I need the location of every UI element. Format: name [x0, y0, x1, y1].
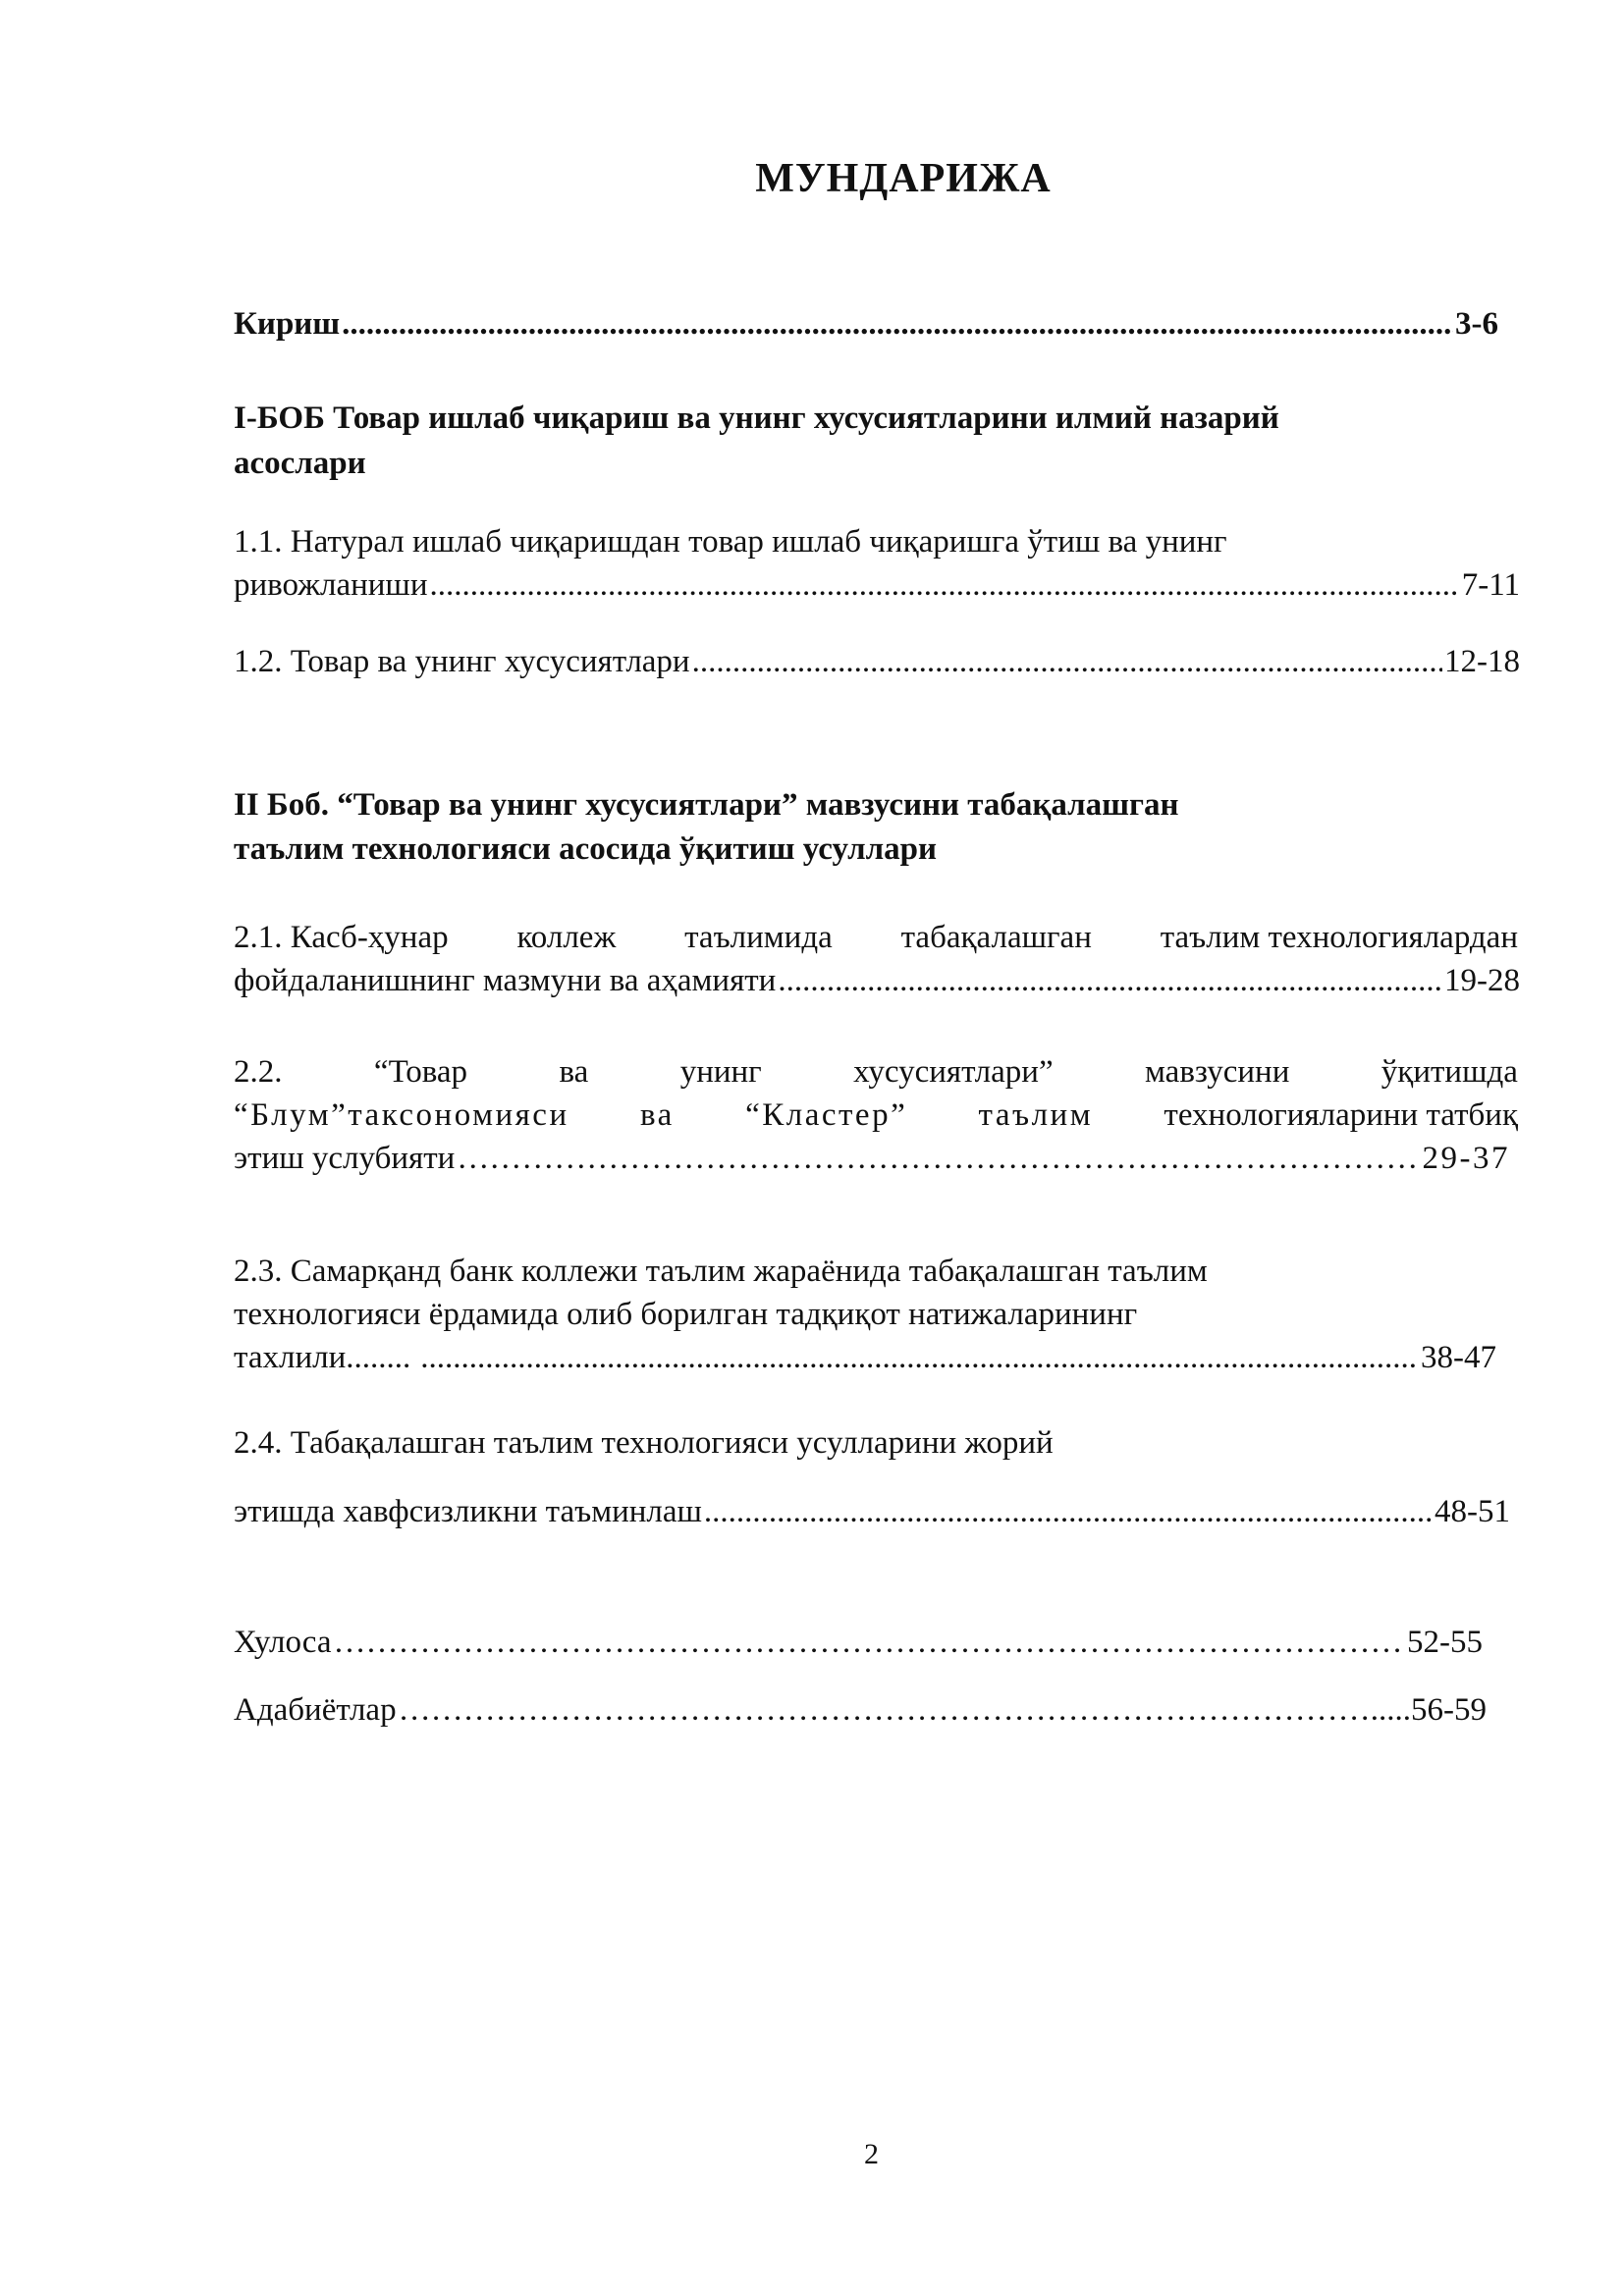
word: ва — [559, 1054, 589, 1090]
toc-entry-pages: 29-37 — [1422, 1141, 1510, 1176]
word: коллеж — [516, 920, 617, 955]
word: унинг — [679, 1054, 762, 1090]
toc-entry-label: ривожланиши — [234, 567, 428, 603]
toc-entry-2-2 — [234, 1137, 1510, 1180]
toc-entry-label: этиш услубияти — [234, 1141, 456, 1176]
toc-entry-pages: 38-47 — [1421, 1340, 1496, 1375]
dot-leader — [692, 640, 1442, 683]
toc-entry-label: 1.2. Товар ва унинг хусусиятлари — [234, 644, 690, 679]
word: ва — [639, 1097, 675, 1133]
toc-entry-2-3-line-2: технологияси ёрдамида олиб борилган тадқиқот натижаларининг — [234, 1297, 1138, 1332]
word: “Блум”таксономияси — [234, 1097, 569, 1133]
page-title: МУНДАРИЖА — [755, 156, 1052, 201]
toc-entry-pages: .....56-59 — [1370, 1692, 1487, 1728]
dot-leader — [342, 302, 1453, 346]
toc-entry-2-2-line-1 — [234, 1050, 1518, 1094]
toc-entry-2-3 — [234, 1336, 1496, 1379]
word: мавзусини — [1145, 1054, 1290, 1090]
chapter-1-heading-line-2: асослари — [234, 446, 366, 481]
word: таълим — [978, 1097, 1094, 1133]
page-number: 2 — [864, 2138, 879, 2170]
word: хусусиятлари” — [853, 1054, 1054, 1090]
word: таълим технологиялардан — [1160, 920, 1518, 955]
toc-entry-pages: 48-51 — [1435, 1494, 1510, 1529]
dot-leader — [420, 1336, 1419, 1379]
toc-entry-label: Хулоса — [234, 1625, 332, 1660]
toc-entry-label: этишда хавфсизликни таъминлаш — [234, 1494, 702, 1529]
toc-entry-2-2-line-2 — [234, 1094, 1518, 1137]
word: “Кластер” — [745, 1097, 908, 1133]
toc-entry-2-4-line-1: 2.4. Табақалашган таълим технологияси усулларини жорий — [234, 1425, 1054, 1461]
toc-entry-pages: 12-18 — [1444, 644, 1520, 679]
toc-entry-pages: 19-28 — [1444, 963, 1520, 998]
dot-leader — [430, 563, 1460, 607]
toc-entry-pages: 7-11 — [1461, 567, 1520, 603]
toc-entry-intro — [234, 302, 1498, 346]
toc-entry-2-1-line-1 — [234, 916, 1518, 959]
word: 2.2. — [234, 1054, 283, 1090]
word: “Товар — [373, 1054, 468, 1090]
toc-entry-2-3-line-1: 2.3. Самарқанд банк коллежи таълим жараёнида табақалашган таълим — [234, 1254, 1208, 1289]
word: таълимида — [684, 920, 833, 955]
toc-entry-label: Кириш — [234, 306, 341, 342]
toc-entry-2-4 — [234, 1490, 1510, 1533]
toc-entry-1-1-line-1: 1.1. Натурал ишлаб чиқаришдан товар ишлаб чиқаришга ўтиш ва унинг — [234, 524, 1227, 560]
dot-leader — [399, 1688, 1369, 1732]
toc-entry-label: тахлили........ — [234, 1340, 411, 1375]
toc-entry-label: фойдаланишнинг мазмуни ва аҳамияти — [234, 963, 777, 998]
toc-entry-2-1 — [234, 959, 1520, 1002]
word: 2.1. Касб-ҳунар — [234, 920, 449, 955]
toc-entry-1-2 — [234, 640, 1520, 683]
toc-entry-1-1 — [234, 563, 1520, 607]
word: ўқитишда — [1380, 1054, 1518, 1090]
toc-entry-references — [234, 1688, 1487, 1732]
dot-leader — [333, 1621, 1405, 1664]
chapter-2-heading-line-2: таълим технологияси асосида ўқитиш усуллари — [234, 831, 938, 867]
toc-entry-pages: 3-6 — [1455, 306, 1498, 342]
dot-leader — [457, 1137, 1420, 1180]
word: технологияларини татбиқ — [1164, 1097, 1518, 1133]
dot-leader — [778, 959, 1442, 1002]
chapter-2-heading-line-1: II Боб. “Товар ва унинг хусусиятлари” мавзусини табақалашган — [234, 787, 1179, 823]
toc-entry-label: Адабиётлар — [234, 1692, 397, 1728]
toc-entry-pages: 52-55 — [1407, 1625, 1483, 1660]
dot-leader — [704, 1490, 1433, 1533]
word: табақалашган — [900, 920, 1092, 955]
chapter-1-heading-line-1: I-БОБ Товар ишлаб чиқариш ва унинг хусусиятларини илмий назарий — [234, 400, 1279, 436]
toc-entry-conclusion — [234, 1621, 1483, 1664]
